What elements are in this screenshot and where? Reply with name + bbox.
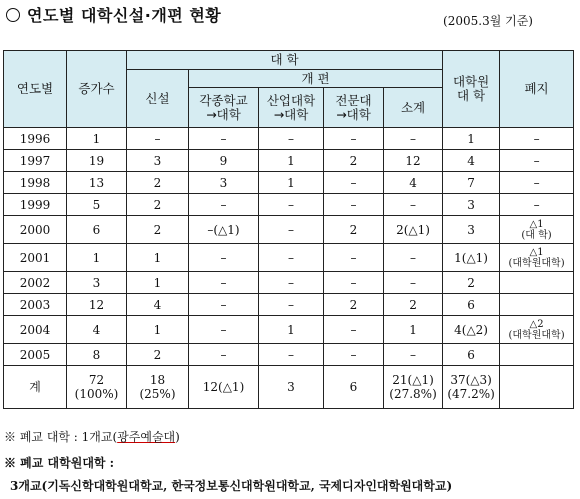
statistics-table <box>3 50 574 409</box>
table-row <box>4 150 574 172</box>
cell-jun: – <box>324 244 384 272</box>
total-sub: 21(△1) (27.8%) <box>384 366 443 409</box>
cell-sub: 2 <box>384 294 443 316</box>
total-ind: 3 <box>259 366 324 409</box>
total-label: 계 <box>4 366 67 409</box>
page-title <box>6 3 221 26</box>
cell-inc: 8 <box>67 344 127 366</box>
note-suffix: ) <box>175 430 180 444</box>
cell-inc: 5 <box>67 194 127 216</box>
note-prefix: ※ 폐교 대학 : 1개교( <box>4 430 118 444</box>
table-row <box>4 316 574 344</box>
cell-misc: 9 <box>189 150 259 172</box>
cell-closed <box>500 244 574 272</box>
cell-inc: 6 <box>67 216 127 244</box>
cell-year: 2001 <box>4 244 67 272</box>
cell-ind: 1 <box>259 316 324 344</box>
table-row <box>4 272 574 294</box>
cell-closed: – <box>500 150 574 172</box>
cell-grad: 1(△1) <box>443 244 500 272</box>
cell-closed <box>500 344 574 366</box>
cell-inc: 19 <box>67 150 127 172</box>
cell-jun: – <box>324 272 384 294</box>
cell-misc: – <box>189 294 259 316</box>
table-row <box>4 294 574 316</box>
cell-jun: 2 <box>324 294 384 316</box>
cell-sub: 2(△1) <box>384 216 443 244</box>
cell-sub: – <box>384 344 443 366</box>
cell-grad: 6 <box>443 294 500 316</box>
cell-new: – <box>127 128 189 150</box>
closed-type: (대학원대학) <box>508 329 565 341</box>
cell-year: 2003 <box>4 294 67 316</box>
cell-jun: – <box>324 128 384 150</box>
header-reorg-industrial: 산업대학 →대학 <box>259 88 324 128</box>
closed-univ-name: 광주예술대 <box>117 430 176 444</box>
cell-year: 1999 <box>4 194 67 216</box>
closed-type: (대 학) <box>521 229 552 241</box>
cell-inc: 12 <box>67 294 127 316</box>
total-grad: 37(△3) (47.2%) <box>443 366 500 409</box>
cell-inc: 3 <box>67 272 127 294</box>
cell-year: 1998 <box>4 172 67 194</box>
cell-misc: – <box>189 244 259 272</box>
cell-ind: 1 <box>259 172 324 194</box>
closed-count: △1 <box>529 246 544 258</box>
cell-closed <box>500 272 574 294</box>
cell-misc: – <box>189 316 259 344</box>
cell-inc: 4 <box>67 316 127 344</box>
header-new: 신설 <box>127 70 189 128</box>
cell-misc: – <box>189 194 259 216</box>
cell-closed: – <box>500 172 574 194</box>
note-closed-grad-list: 3개교(기독신학대학원대학교, 한국정보통신대학원대학교, 국제디자인대학원대학교) <box>10 479 453 493</box>
cell-new: 2 <box>127 344 189 366</box>
cell-new: 2 <box>127 194 189 216</box>
total-jun: 6 <box>324 366 384 409</box>
header-reorg-junior: 전문대 →대학 <box>324 88 384 128</box>
cell-grad: 7 <box>443 172 500 194</box>
cell-grad: 4(△2) <box>443 316 500 344</box>
cell-sub: – <box>384 128 443 150</box>
cell-year: 2002 <box>4 272 67 294</box>
cell-inc: 1 <box>67 244 127 272</box>
cell-ind: – <box>259 344 324 366</box>
cell-year: 1997 <box>4 150 67 172</box>
total-row <box>4 366 574 409</box>
cell-sub: – <box>384 272 443 294</box>
cell-ind: – <box>259 194 324 216</box>
circle-bullet-icon <box>6 8 20 22</box>
total-inc: 72 (100%) <box>67 366 127 409</box>
cell-inc: 1 <box>67 128 127 150</box>
header-reorg-subtotal: 소계 <box>384 88 443 128</box>
cell-grad: 3 <box>443 194 500 216</box>
closed-type: (대학원대학) <box>508 257 565 269</box>
cell-year: 2000 <box>4 216 67 244</box>
cell-grad: 2 <box>443 272 500 294</box>
header-increase: 증가수 <box>67 51 127 128</box>
total-misc: 12(△1) <box>189 366 259 409</box>
date-basis: (2005.3월 기준) <box>443 14 533 28</box>
cell-new: 4 <box>127 294 189 316</box>
total-closed <box>500 366 574 409</box>
cell-sub: – <box>384 194 443 216</box>
cell-jun: – <box>324 344 384 366</box>
cell-misc: – <box>189 344 259 366</box>
note-closed-universities <box>4 428 180 445</box>
cell-ind: 1 <box>259 150 324 172</box>
cell-closed: – <box>500 194 574 216</box>
cell-sub: – <box>384 244 443 272</box>
cell-grad: 6 <box>443 344 500 366</box>
table-row <box>4 216 574 244</box>
cell-sub: 4 <box>384 172 443 194</box>
cell-grad: 3 <box>443 216 500 244</box>
header-reorg: 개 편 <box>189 70 443 88</box>
note-closed-grad-label: ※ 폐교 대학원대학 : <box>4 456 115 470</box>
cell-misc: 3 <box>189 172 259 194</box>
cell-new: 2 <box>127 172 189 194</box>
cell-year: 2005 <box>4 344 67 366</box>
header-reorg-misc: 각종학교 →대학 <box>189 88 259 128</box>
cell-jun: – <box>324 172 384 194</box>
cell-closed: – <box>500 128 574 150</box>
cell-grad: 1 <box>443 128 500 150</box>
header-year: 연도별 <box>4 51 67 128</box>
cell-inc: 13 <box>67 172 127 194</box>
cell-new: 3 <box>127 150 189 172</box>
header-grad: 대학원 대 학 <box>443 51 500 128</box>
cell-new: 1 <box>127 316 189 344</box>
cell-closed <box>500 316 574 344</box>
cell-misc: – <box>189 128 259 150</box>
total-new: 18 (25%) <box>127 366 189 409</box>
cell-misc: – <box>189 272 259 294</box>
cell-closed <box>500 294 574 316</box>
cell-ind: – <box>259 244 324 272</box>
table-row <box>4 244 574 272</box>
cell-closed <box>500 216 574 244</box>
closed-count: △2 <box>529 318 544 330</box>
cell-ind: – <box>259 294 324 316</box>
cell-jun: – <box>324 316 384 344</box>
cell-new: 1 <box>127 272 189 294</box>
cell-jun: 2 <box>324 216 384 244</box>
table-row <box>4 128 574 150</box>
table-row <box>4 344 574 366</box>
table-row <box>4 172 574 194</box>
cell-new: 1 <box>127 244 189 272</box>
header-university: 대 학 <box>127 51 443 70</box>
cell-jun: – <box>324 194 384 216</box>
cell-sub: 12 <box>384 150 443 172</box>
cell-year: 2004 <box>4 316 67 344</box>
cell-new: 2 <box>127 216 189 244</box>
cell-ind: – <box>259 216 324 244</box>
table-row <box>4 194 574 216</box>
closed-count: △1 <box>529 218 544 230</box>
cell-year: 1996 <box>4 128 67 150</box>
cell-misc: –(△1) <box>189 216 259 244</box>
cell-grad: 4 <box>443 150 500 172</box>
cell-jun: 2 <box>324 150 384 172</box>
cell-sub: 1 <box>384 316 443 344</box>
cell-ind: – <box>259 272 324 294</box>
header-closed: 폐지 <box>500 51 574 128</box>
cell-ind: – <box>259 128 324 150</box>
title-text: 연도별 대학신설·개편 현황 <box>27 6 222 25</box>
